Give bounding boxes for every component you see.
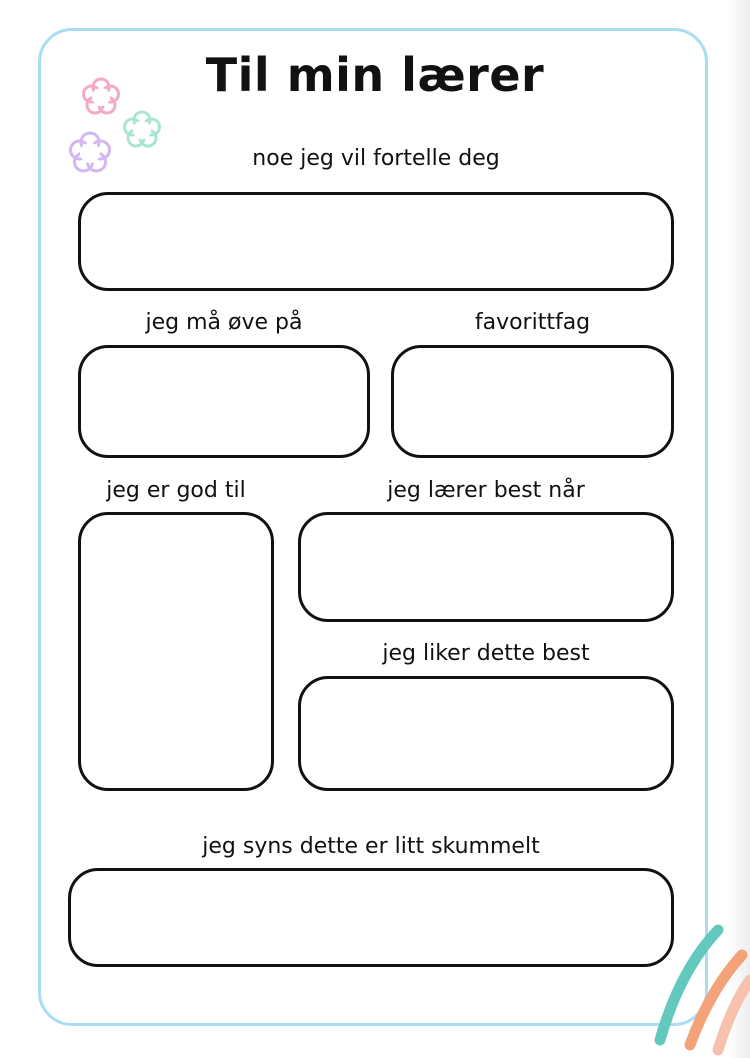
label-like-best: jeg liker dette best <box>382 641 590 666</box>
label-favorite-subject: favorittfag <box>474 310 591 335</box>
label-scary: jeg syns dette er litt skummelt <box>202 834 540 859</box>
box-good-at[interactable] <box>78 512 274 791</box>
page-title: Til min lærer <box>205 48 545 102</box>
label-tell: noe jeg vil fortelle deg <box>252 146 500 171</box>
box-learn-best[interactable] <box>298 512 674 622</box>
box-favorite-subject[interactable] <box>391 345 674 458</box>
box-scary[interactable] <box>68 868 674 967</box>
label-practice: jeg må øve på <box>145 310 303 335</box>
label-learn-best: jeg lærer best når <box>387 478 585 503</box>
box-like-best[interactable] <box>298 676 674 791</box>
box-tell[interactable] <box>78 192 674 291</box>
box-practice[interactable] <box>78 345 370 458</box>
label-good-at: jeg er god til <box>106 478 246 503</box>
page-edge-shadow <box>728 0 750 1058</box>
